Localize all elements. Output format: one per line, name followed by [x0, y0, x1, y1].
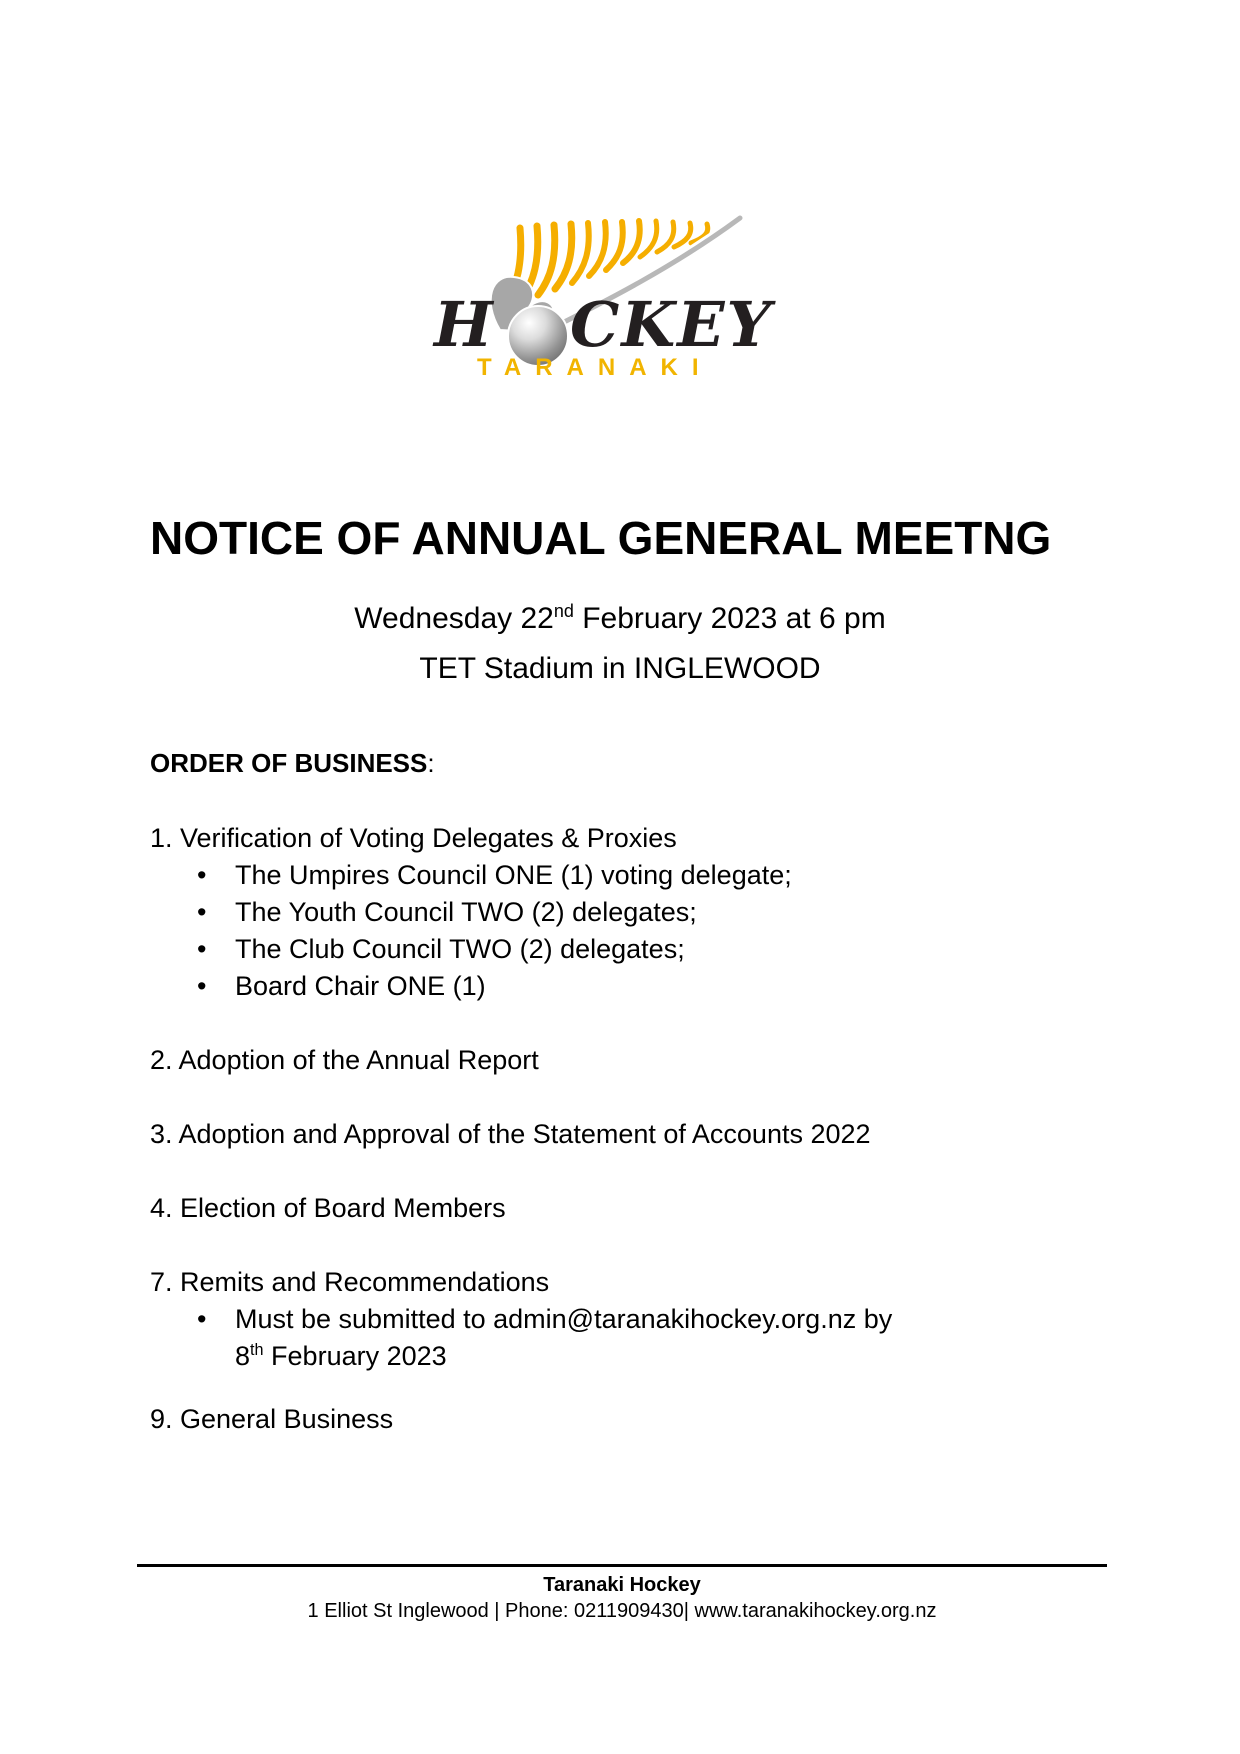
meeting-venue: TET Stadium in INGLEWOOD [419, 652, 821, 685]
bullet-text: The Umpires Council ONE (1) voting delegate; [235, 860, 792, 890]
agenda-item-1: 1. Verification of Voting Delegates & Proxies [150, 823, 677, 853]
agenda-item-7-bullet-1 [150, 1301, 1140, 1338]
bullet-day-ordinal: th [250, 1341, 264, 1359]
meeting-details [0, 594, 1240, 694]
page-footer [137, 1564, 1107, 1624]
agenda-item-7: 7. Remits and Recommendations [150, 1267, 550, 1297]
bullet-text: Board Chair ONE (1) [235, 971, 486, 1001]
logo-letters-ckey: CKEY [570, 288, 773, 361]
bullet-icon: • [197, 934, 207, 964]
agenda-item-2: 2. Adoption of the Annual Report [150, 1045, 539, 1075]
meeting-datetime [0, 594, 1240, 644]
logo-letter-h: H [434, 288, 493, 361]
agenda-item-9: 9. General Business [150, 1404, 394, 1434]
agenda-item-7-bullet-1-continuation [150, 1338, 1140, 1375]
agenda-list [150, 820, 1140, 1438]
bullet-icon: • [197, 860, 207, 890]
meeting-date-post: February 2023 at 6 pm [573, 602, 886, 635]
footer-org-name: Taranaki Hockey [543, 1574, 701, 1596]
bullet-icon: • [197, 971, 207, 1001]
agenda-item-1-bullet-3 [150, 931, 1140, 968]
bullet-day: 8 [235, 1341, 251, 1371]
logo-word-taranaki: TARANAKI [477, 354, 713, 381]
agenda-item-1-bullet-2 [150, 894, 1140, 931]
meeting-date-pre: Wednesday 22 [354, 602, 554, 635]
bullet-text-rest: February 2023 [263, 1341, 447, 1371]
meeting-date-ordinal: nd [553, 601, 574, 621]
hockey-taranaki-logo [380, 188, 773, 393]
order-of-business-label: ORDER OF BUSINESS [150, 748, 428, 778]
bullet-text: The Club Council TWO (2) delegates; [235, 934, 685, 964]
agenda-item-1-bullet-1 [150, 857, 1140, 894]
agenda-item-1-bullet-4 [150, 968, 1140, 1005]
order-of-business-heading [150, 748, 435, 778]
footer-contact-line: 1 Elliot St Inglewood | Phone: 0211909430| www.taranakihockey.org.nz [307, 1600, 937, 1622]
order-of-business-colon: : [427, 748, 435, 778]
page-title: NOTICE OF ANNUAL GENERAL MEETNG [150, 512, 1052, 564]
agenda-item-4: 4. Election of Board Members [150, 1193, 506, 1223]
bullet-text: Must be submitted to admin@taranakihockey.org.nz by [235, 1304, 893, 1334]
bullet-icon: • [197, 1304, 207, 1334]
bullet-text: The Youth Council TWO (2) delegates; [235, 897, 697, 927]
bullet-icon: • [197, 897, 207, 927]
agenda-item-3: 3. Adoption and Approval of the Statement of Accounts 2022 [150, 1119, 871, 1149]
